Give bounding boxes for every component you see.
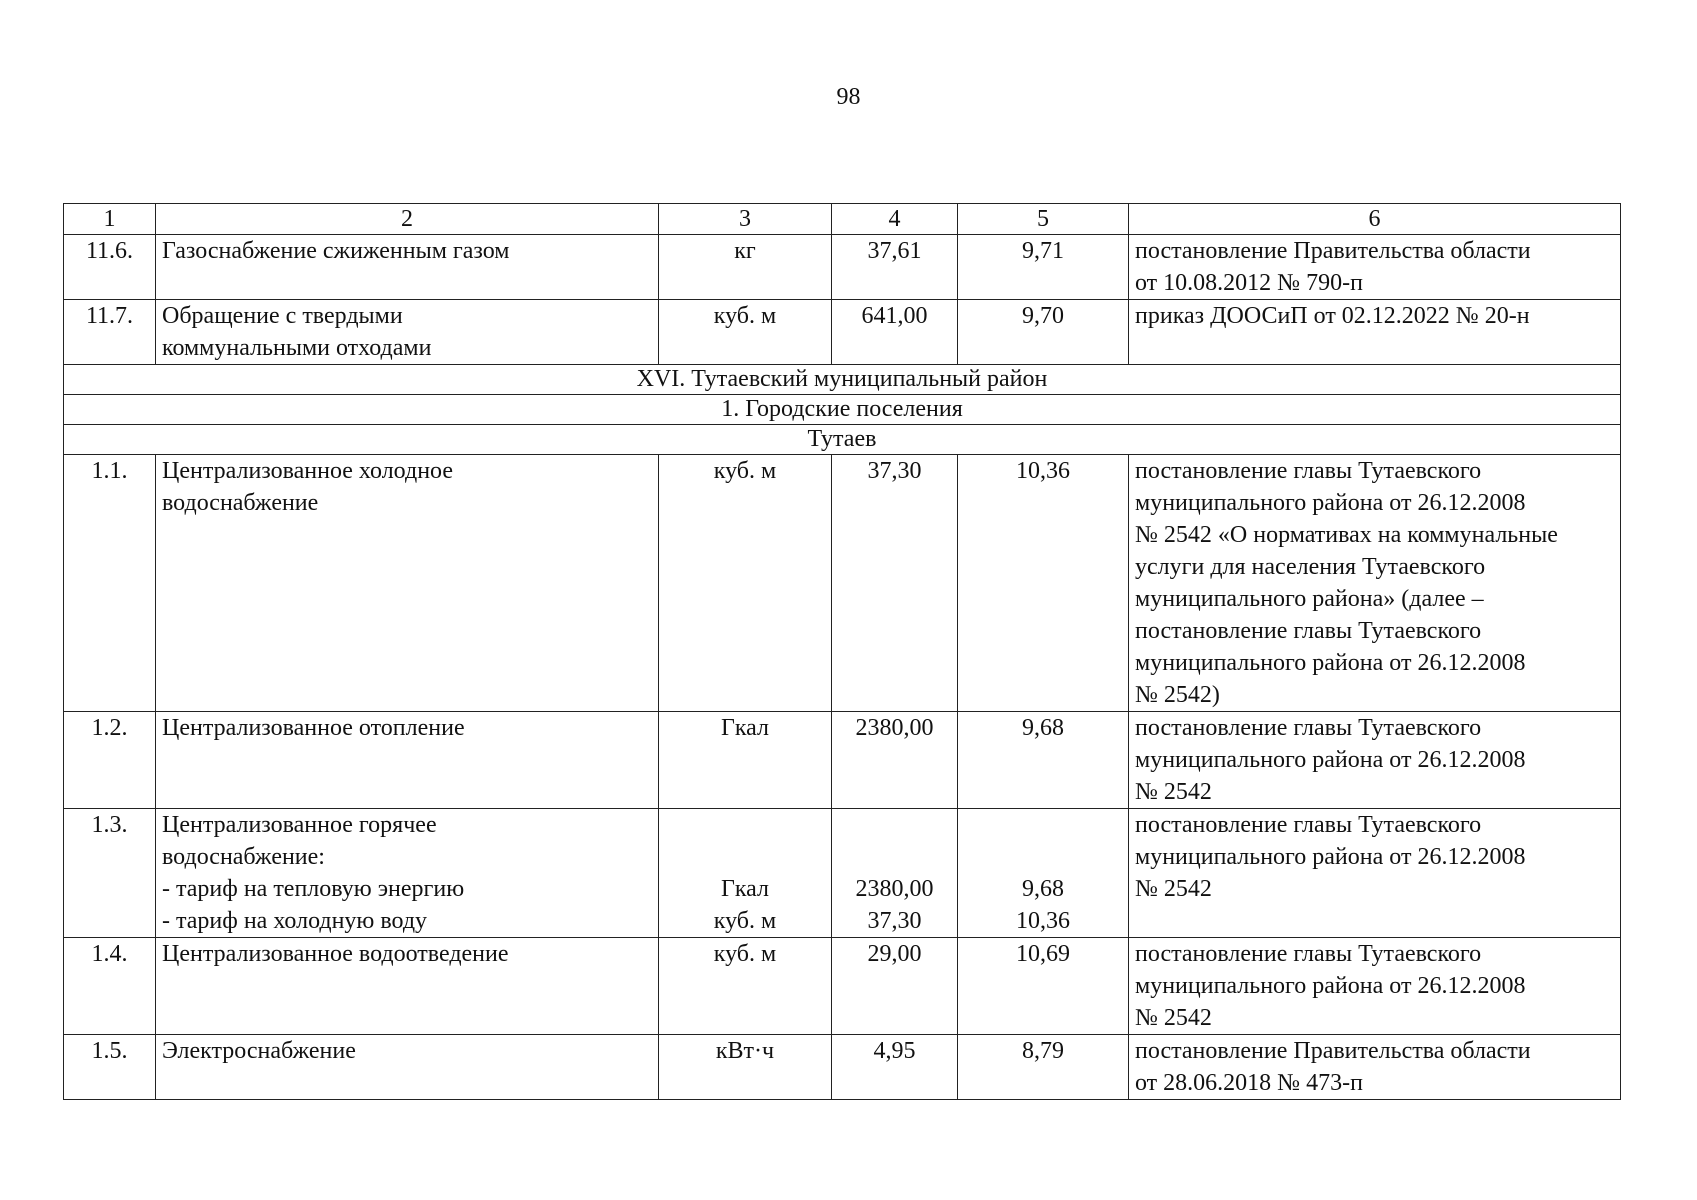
document-reference: [1129, 1035, 1621, 1100]
section-row: [64, 365, 1621, 395]
document-line: постановление Правительства области: [1135, 238, 1531, 264]
unit-line: куб. м: [713, 908, 777, 934]
column-number: 5: [958, 204, 1129, 235]
document-reference: [1129, 712, 1621, 809]
row-number: 11.7.: [64, 300, 156, 365]
document-line: № 2542: [1135, 779, 1212, 805]
unit-cell: Гкал: [659, 712, 832, 809]
table-row: [64, 1035, 1621, 1100]
document-line: постановление главы Тутаевского: [1135, 715, 1482, 741]
document-line: муниципального района от 26.12.2008: [1135, 973, 1526, 999]
service-name: [156, 455, 659, 712]
value-line: 9,68: [1022, 876, 1064, 902]
row-number: 1.1.: [64, 455, 156, 712]
document-reference: [1129, 455, 1621, 712]
row-number: 1.4.: [64, 938, 156, 1035]
value-col4: 37,30: [832, 455, 958, 712]
service-name: Электроснабжение: [156, 1035, 659, 1100]
row-number: 11.6.: [64, 235, 156, 300]
document-line: постановление главы Тутаевского: [1135, 458, 1482, 484]
column-number: 2: [156, 204, 659, 235]
document-line: от 10.08.2012 № 790-п: [1135, 270, 1363, 296]
service-name: [156, 300, 659, 365]
row-number: 1.5.: [64, 1035, 156, 1100]
unit-line: Гкал: [720, 876, 769, 902]
service-name: Централизованное отопление: [156, 712, 659, 809]
table-row: [64, 455, 1621, 712]
section-settlements-heading: 1. Городские поселения: [64, 395, 1621, 425]
service-name: Газоснабжение сжиженным газом: [156, 235, 659, 300]
unit-cell: куб. м: [659, 455, 832, 712]
value-line: 10,36: [1016, 908, 1070, 934]
document-line: постановление главы Тутаевского: [1135, 812, 1482, 838]
section-town-heading: Тутаев: [64, 425, 1621, 455]
value-line: 2380,00: [855, 876, 934, 902]
table-row: [64, 300, 1621, 365]
service-line: - тариф на холодную воду: [162, 908, 428, 934]
column-number: 1: [64, 204, 156, 235]
value-col5: 9,68: [958, 712, 1129, 809]
service-line: водоснабжение:: [162, 844, 325, 870]
value-col5: 9,70: [958, 300, 1129, 365]
value-col5: 10,36: [958, 455, 1129, 712]
service-line: Централизованное горячее: [162, 812, 437, 838]
service-line: - тариф на тепловую энергию: [162, 876, 465, 902]
value-col4: 37,61: [832, 235, 958, 300]
value-col5: 10,69: [958, 938, 1129, 1035]
column-number: 6: [1129, 204, 1621, 235]
value-line: 37,30: [867, 908, 922, 934]
document-line: № 2542): [1135, 682, 1220, 708]
section-row: [64, 395, 1621, 425]
value-col4: 4,95: [832, 1035, 958, 1100]
value-col5: [958, 809, 1129, 938]
service-name: [156, 809, 659, 938]
service-name: Централизованное водоотведение: [156, 938, 659, 1035]
value-col4: 2380,00: [832, 712, 958, 809]
document-line: муниципального района от 26.12.2008: [1135, 650, 1526, 676]
document-line: постановление главы Тутаевского: [1135, 618, 1482, 644]
service-line: водоснабжение: [162, 490, 319, 516]
unit-cell: куб. м: [659, 938, 832, 1035]
document-line: постановление главы Тутаевского: [1135, 941, 1482, 967]
document-line: муниципального района» (далее –: [1135, 586, 1484, 612]
document-reference: [1129, 938, 1621, 1035]
page-number: 98: [836, 84, 861, 110]
unit-cell: [659, 809, 832, 938]
unit-cell: куб. м: [659, 300, 832, 365]
column-numbers-row: [64, 204, 1621, 235]
document-line: услуги для населения Тутаевского: [1135, 554, 1486, 580]
service-line: Централизованное холодное: [162, 458, 453, 484]
document-reference: приказ ДООСиП от 02.12.2022 № 20-н: [1129, 300, 1621, 365]
tariff-table: [63, 203, 1621, 1100]
table-row: [64, 938, 1621, 1035]
column-number: 3: [659, 204, 832, 235]
value-col4: 641,00: [832, 300, 958, 365]
table-row: [64, 809, 1621, 938]
service-line: Обращение с твердыми: [162, 303, 403, 329]
document-line: постановление Правительства области: [1135, 1038, 1531, 1064]
document-line: от 28.06.2018 № 473-п: [1135, 1070, 1363, 1096]
document-line: муниципального района от 26.12.2008: [1135, 747, 1526, 773]
unit-cell: кВт·ч: [659, 1035, 832, 1100]
document-line: № 2542 «О нормативах на коммунальные: [1135, 522, 1558, 548]
value-col5: 8,79: [958, 1035, 1129, 1100]
column-number: 4: [832, 204, 958, 235]
value-col4: 29,00: [832, 938, 958, 1035]
document-line: муниципального района от 26.12.2008: [1135, 490, 1526, 516]
section-district-heading: XVI. Тутаевский муниципальный район: [64, 365, 1621, 395]
document-reference: [1129, 235, 1621, 300]
document-line: № 2542: [1135, 1005, 1212, 1031]
document-line: № 2542: [1135, 876, 1212, 902]
table-row: [64, 712, 1621, 809]
row-number: 1.3.: [64, 809, 156, 938]
unit-cell: кг: [659, 235, 832, 300]
service-line: коммунальными отходами: [162, 335, 432, 361]
value-col5: 9,71: [958, 235, 1129, 300]
value-col4: [832, 809, 958, 938]
row-number: 1.2.: [64, 712, 156, 809]
table-row: [64, 235, 1621, 300]
document-reference: [1129, 809, 1621, 938]
document-line: муниципального района от 26.12.2008: [1135, 844, 1526, 870]
section-row: [64, 425, 1621, 455]
